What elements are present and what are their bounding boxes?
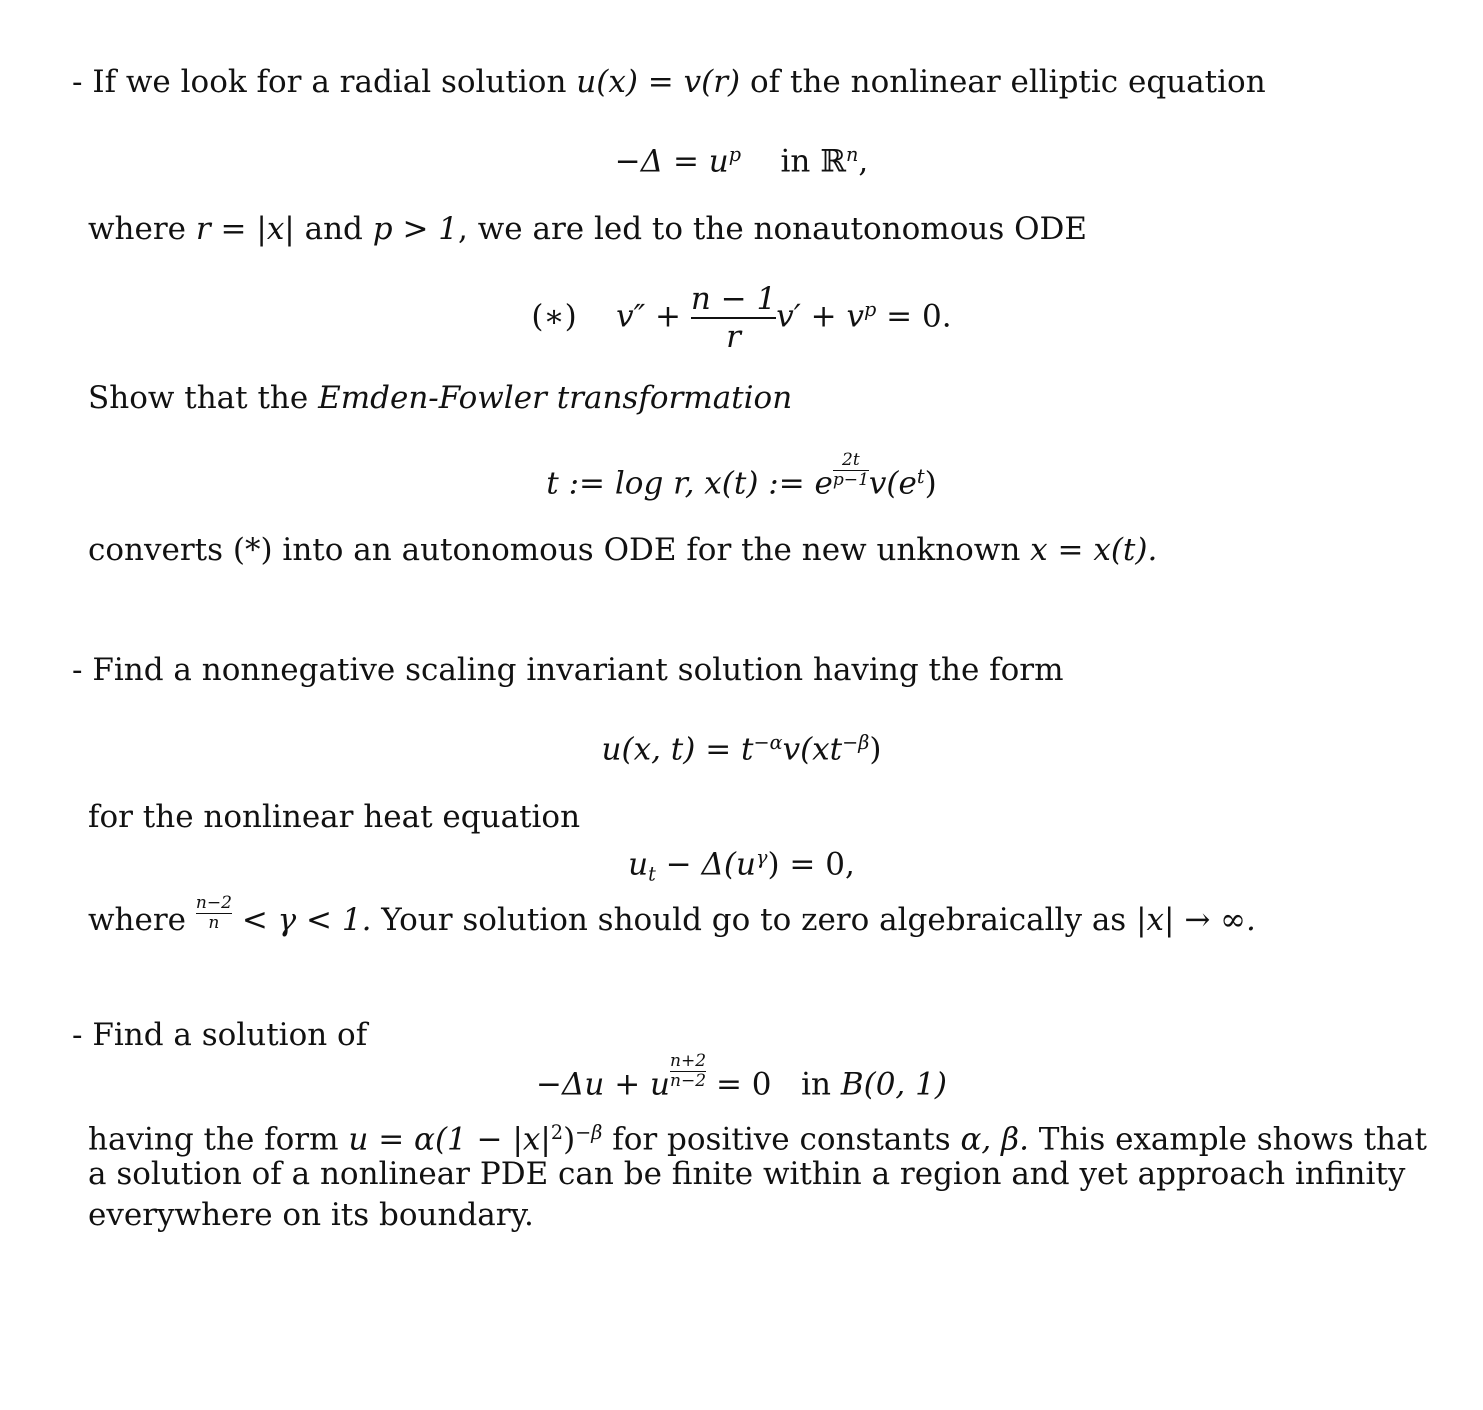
converts-text: converts (*) into an autonomous ODE for the new unknown [88,532,1021,568]
section3-intro-line [72,1015,367,1055]
section3-line3 [88,1195,534,1235]
nonlinear-pde [0,1053,1483,1105]
section3-text-line2: a solution of a nonlinear PDE can be finite within a region and yet approach infinity [88,1156,1406,1192]
transform-right: v(e [868,465,917,502]
section2-intro: - Find a nonnegative scaling invariant solution having the form [72,652,1064,688]
having-suffix: for positive constants [612,1121,951,1158]
section1-converts-line [88,530,1157,570]
where2-text: where [88,901,187,938]
gamma-frac-den: n [208,913,220,934]
ode-frac-den: r [726,319,741,356]
heat-u: u [628,846,649,883]
section2-where-line [88,895,1256,940]
pde-ball: B(0, 1) [840,1066,947,1103]
section3-line2 [88,1154,1405,1194]
having-power-2: 2 [550,1121,564,1144]
form-power-beta: −β [842,731,870,754]
form-mid: v(xt [782,731,843,768]
ode-label: (∗) [531,298,577,335]
ode-rest: v′ + v [776,298,865,335]
form-close: ) [869,731,882,768]
equation-domain-power: n [846,143,859,166]
elliptic-equation [0,135,1483,182]
section3-having-line [88,1113,1427,1160]
for-text: for the nonlinear heat equation [88,799,581,835]
section2-intro-line [72,650,1064,690]
show-text: Show that the [88,380,309,416]
ode-power: p [864,298,877,321]
gamma-inequality: < γ < 1. [241,901,372,938]
heat-sub: t [648,862,656,886]
section1-where-line [88,209,1087,249]
where2-suffix: Your solution should go to zero algebraically as [381,901,1127,938]
intro-text: - If we look for a radial solution [72,64,567,100]
having-power-beta: −β [575,1121,603,1144]
emden-fowler-name: Emden-Fowler transformation [318,380,793,416]
section3-intro: - Find a solution of [72,1017,368,1053]
where-suffix: , we are led to the nonautonomous ODE [458,211,1087,247]
ode-fraction [690,280,777,356]
pde-exp-num: n+2 [670,1051,707,1071]
gamma-frac-num: n−2 [195,893,232,913]
heat-end: ) = 0, [767,846,855,883]
where-text: where [88,211,187,247]
heat-power: γ [755,846,768,869]
section1-intro-line [72,62,1266,102]
heat-mid: − Δ(u [665,846,756,883]
where-and: and [304,211,363,247]
having-form-close: ) [563,1121,576,1158]
transform-exp-den: p−1 [832,470,869,491]
scaling-form [0,723,1483,770]
equation-end: , [858,143,869,180]
having-constants: α, β. [960,1121,1029,1158]
transform-close: ) [924,465,937,502]
pde-exp-den: n−2 [670,1071,707,1092]
ode-first-term: v″ + [616,298,682,335]
form-power-alpha: −α [753,731,783,754]
section1-show-line [88,378,792,418]
pde-left: −Δu + u [536,1066,671,1103]
ode-frac-num: n − 1 [690,280,777,317]
section2-for-line [88,797,580,837]
pde-domain-word: in [801,1066,831,1103]
having-text: having the form [88,1121,339,1158]
math-p-def: p > 1 [372,211,459,247]
having-form: u = α(1 − |x| [348,1121,551,1158]
math-radial-ansatz: u(x) = v(r) [576,64,741,100]
equation-power: p [728,143,742,166]
limit-expression: |x| → ∞. [1136,901,1256,938]
heat-equation [0,838,1483,894]
pde-mid: = 0 [715,1066,772,1103]
transform-exponent [833,452,869,489]
ode-equation [0,278,1483,354]
section3-text-line3: everywhere on its boundary. [88,1197,534,1233]
transform-left: t := log r, x(t) := e [546,465,833,502]
equation-lhs: −Δ = u [614,143,729,180]
gamma-lower-bound-fraction [196,895,232,932]
equation-domain: in ℝ [780,143,846,180]
having-tail: This example shows that [1038,1121,1427,1158]
form-left: u(x, t) = t [601,731,754,768]
transform-exp-num: 2t [842,450,860,470]
ode-end: = 0. [886,298,952,335]
math-r-def: r = |x| [195,211,295,247]
pde-exponent [670,1053,706,1090]
transform-equation [0,452,1483,504]
transform-right-power: t [916,465,925,488]
intro-text-suffix: of the nonlinear elliptic equation [750,64,1266,100]
converts-var: x = x(t). [1030,532,1158,568]
